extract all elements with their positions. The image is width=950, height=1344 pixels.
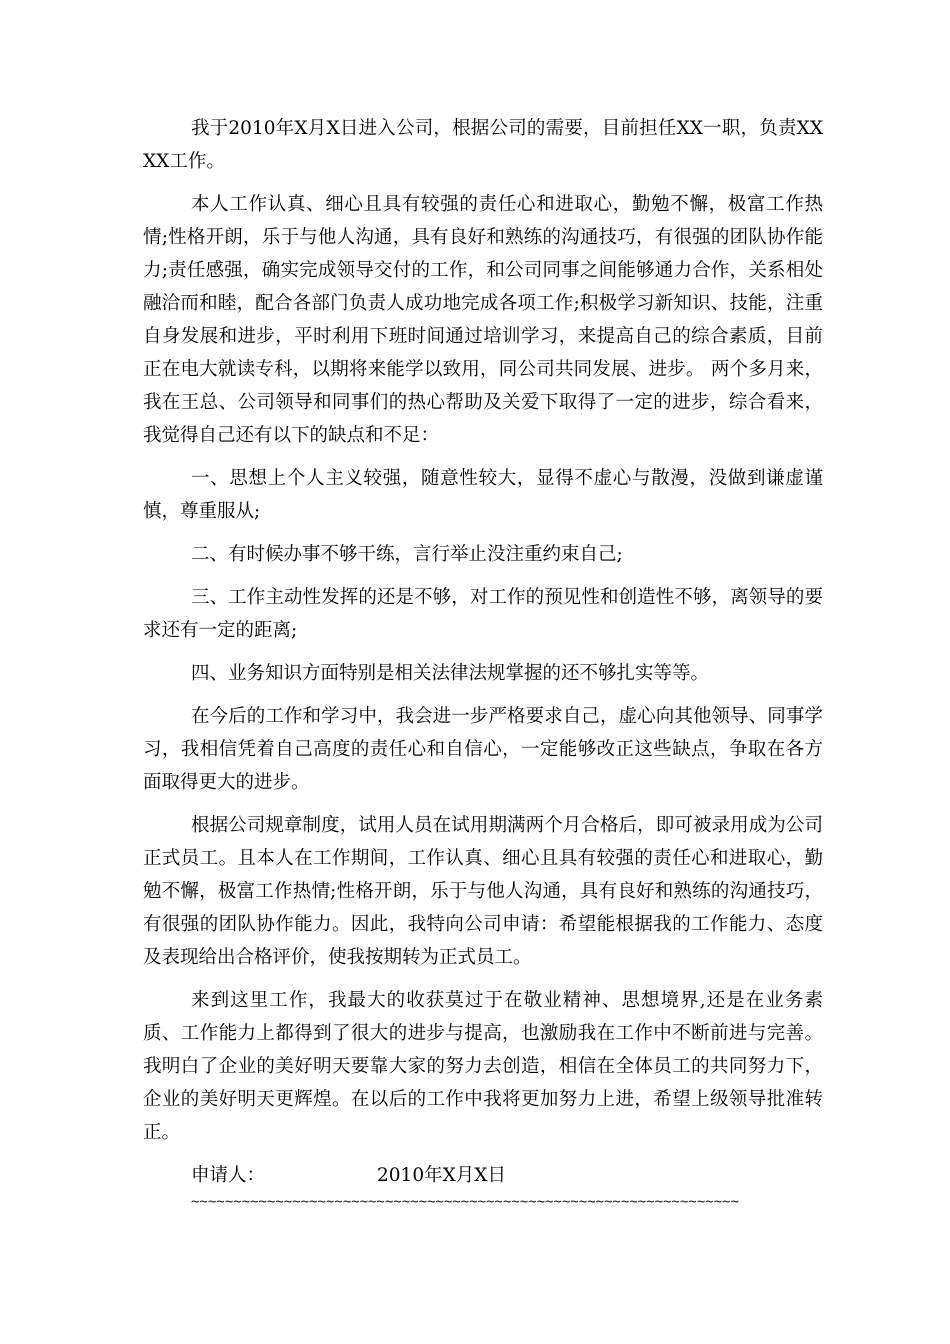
paragraph-application: 根据公司规章制度，试用人员在试用期满两个月合格后，即可被录用成为公司正式员工。且本人在工作期间，工作认真、细心且具有较强的责任心和进取心，勤勉不懈，极富工作热情;性格开朗，乐于与他人沟通，具有良好和熟练的沟通技巧，有很强的团队协作能力。因此，我特向公司申请：希望能根据我的工作能力、态度及表现给出合格评价，使我按期转为正式员工。 [143, 815, 823, 968]
tilde-separator: ~~~~~~~~~~~~~~~~~~~~~~~~~~~~~~~~~~~~~~~~~~~~~~~~~~~~~~~~~~~~~~~~~ [191, 1194, 739, 1210]
paragraph-shortcoming-4: 四、业务知识方面特别是相关法律法规掌握的还不够扎实等等。 [191, 663, 710, 684]
paragraph-shortcoming-1: 一、思想上个人主义较强，随意性较大，显得不虚心与散漫，没做到谦虚谨慎，尊重服从; [143, 468, 823, 522]
paragraph-shortcoming-2: 二、有时候办事不够干练，言行举止没注重约束自己; [191, 544, 623, 565]
document-body [143, 112, 823, 1212]
signature-line [143, 1159, 823, 1192]
paragraph-future-plan: 在今后的工作和学习中，我会进一步严格要求自己，虚心向其他领导、同事学习，我相信凭着自己高度的责任心和自信心，一定能够改正这些缺点，争取在各方面取得更大的进步。 [143, 706, 823, 793]
applicant-label: 申请人： [191, 1165, 266, 1186]
paragraph-intro: 我于2010年X月X日进入公司，根据公司的需要，目前担任XX一职，负责XXXX工作。 [143, 118, 823, 172]
paragraph-shortcoming-3: 三、工作主动性发挥的还是不够，对工作的预见性和创造性不够，离领导的要求还有一定的距离; [143, 587, 823, 641]
paragraph-self-evaluation: 本人工作认真、细心且具有较强的责任心和进取心，勤勉不懈，极富工作热情;性格开朗，乐于与他人沟通，具有良好和熟练的沟通技巧，有很强的团队协作能力;责任感强，确实完成领导交付的工作，和公司同事之间能够通力合作，关系相处融洽而和睦，配合各部门负责人成功地完成各项工作;积极学习新知识、技能，注重自身发展和进步，平时利用下班时间通过培训学习，来提高自己的综合素质，目前正在电大就读专科，以期将来能学以致用，同公司共同发展、进步。 两个多月来，我在王总、公司领导和同事们的热心帮助及关爱下取得了一定的进步，综合看来，我觉得自己还有以下的缺点和不足： [143, 194, 823, 446]
paragraph-conclusion: 来到这里工作，我最大的收获莫过于在敬业精神、思想境界,还是在业务素质、工作能力上都得到了很大的进步与提高，也激励我在工作中不断前进与完善。我明白了企业的美好明天要靠大家的努力去创造，相信在全体员工的共同努力下，企业的美好明天更辉煌。在以后的工作中我将更加努力上进，希望上级领导批准转正。 [143, 990, 823, 1143]
signature-date: 2010年X月X日 [377, 1165, 506, 1186]
